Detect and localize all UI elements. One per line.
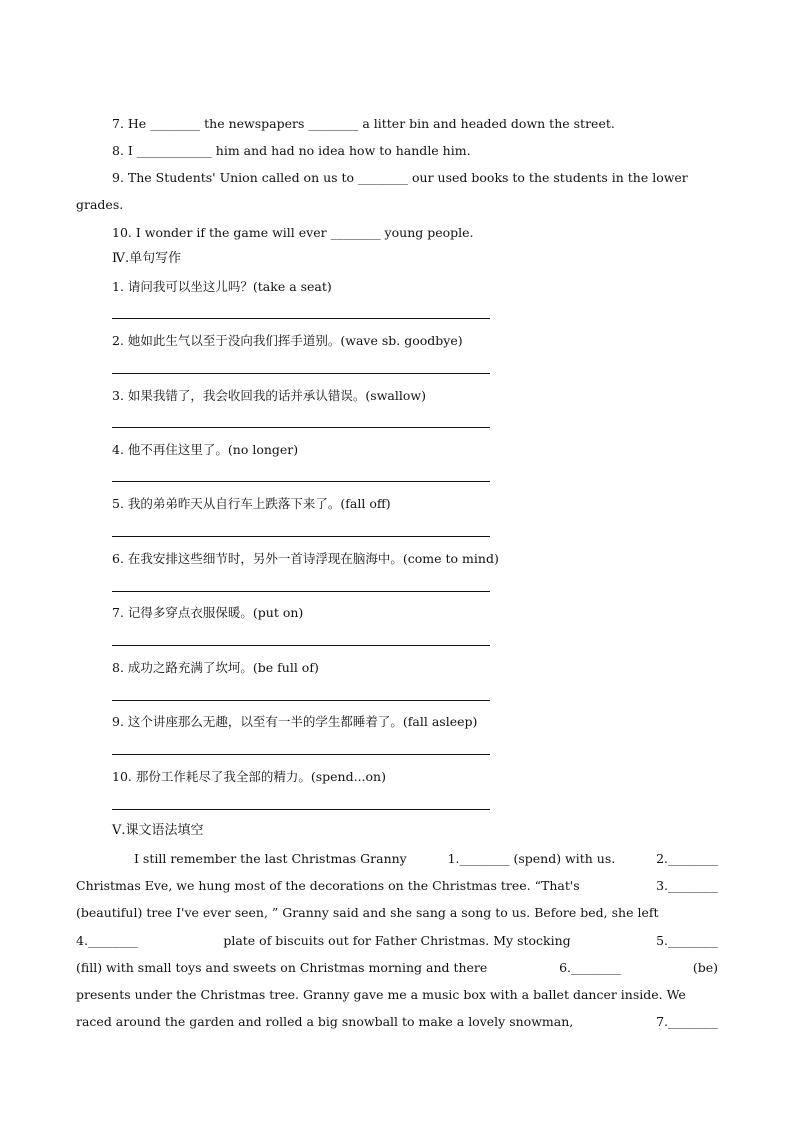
cloze-line-7 — [76, 1014, 718, 1030]
answer-line-6 — [112, 591, 490, 592]
answer-line-2 — [112, 373, 490, 374]
cloze-line-4 — [76, 933, 718, 949]
sentence-writing-item-6: 6. 在我安排这些细节时，另外一首诗浮现在脑海中。(come to mind) — [112, 551, 499, 566]
answer-line-7 — [112, 645, 490, 646]
answer-line-8 — [112, 700, 490, 701]
sentence-writing-item-5: 5. 我的弟弟昨天从自行车上跌落下来了。(fall off) — [112, 496, 391, 511]
cloze-line-3 — [76, 905, 718, 921]
sentence-writing-item-9: 9. 这个讲座那么无趣，以至有一半的学生都睡着了。(fall asleep) — [112, 714, 478, 729]
cloze-blank-3: 3.________ — [656, 878, 718, 893]
cloze-text: (beautiful) tree I've ever seen, ” Granny said and she sang a song to us. Before bed, she left — [76, 905, 659, 920]
cloze-text: plate of biscuits out for Father Christmas. My stocking — [223, 933, 571, 948]
sentence-writing-item-8: 8. 成功之路充满了坎坷。(be full of) — [112, 660, 319, 675]
sentence-writing-item-3: 3. 如果我错了，我会收回我的话并承认错误。(swallow) — [112, 388, 426, 403]
cloze-blank-6: 6.________ — [559, 960, 622, 975]
answer-line-3 — [112, 427, 490, 428]
cloze-line-5 — [76, 960, 718, 976]
cloze-line-2 — [76, 878, 718, 894]
completion-question-9: 9. The Students' Union called on us to ________ our used books to the students in the lower — [112, 170, 688, 185]
sentence-writing-item-4: 4. 他不再住这里了。(no longer) — [112, 442, 299, 457]
completion-question-9-continued: grades. — [76, 197, 124, 212]
cloze-text: (fill) with small toys and sweets on Christmas morning and there — [76, 960, 488, 975]
cloze-blank-1: 1.________ (spend) with us. — [447, 851, 616, 866]
cloze-text: I still remember the last Christmas Granny — [134, 851, 407, 866]
sentence-writing-item-10: 10. 那份工作耗尽了我全部的精力。(spend...on) — [112, 769, 386, 784]
cloze-text: presents under the Christmas tree. Granny gave me a music box with a ballet dancer inside. We — [76, 987, 686, 1002]
completion-question-10: 10. I wonder if the game will ever ________ young people. — [112, 225, 474, 240]
sentence-writing-item-2: 2. 她如此生气以至于没向我们挥手道别。(wave sb. goodbye) — [112, 333, 463, 348]
sentence-writing-item-7: 7. 记得多穿点衣服保暖。(put on) — [112, 605, 304, 620]
answer-line-1 — [112, 318, 490, 319]
cloze-blank-2: 2.________ — [656, 851, 718, 866]
cloze-blank-5: 5.________ — [656, 933, 718, 948]
cloze-blank-4: 4.________ — [76, 933, 138, 948]
answer-line-10 — [112, 809, 490, 810]
cloze-blank-7: 7.________ — [656, 1014, 718, 1029]
answer-line-4 — [112, 481, 490, 482]
cloze-text: raced around the garden and rolled a big snowball to make a lovely snowman, — [76, 1014, 574, 1029]
section-5-title: Ⅴ.课文语法填空 — [112, 823, 204, 838]
cloze-line-6 — [76, 987, 718, 1003]
section-4-title: Ⅳ.单句写作 — [112, 251, 182, 266]
sentence-writing-item-1: 1. 请问我可以坐这儿吗？(take a seat) — [112, 279, 332, 294]
cloze-line-1 — [134, 851, 718, 867]
answer-line-5 — [112, 536, 490, 537]
cloze-text: Christmas Eve, we hung most of the decorations on the Christmas tree. “That's — [76, 878, 580, 893]
completion-question-7: 7. He ________ the newspapers ________ a litter bin and headed down the street. — [112, 116, 615, 131]
cloze-text: (be) — [692, 960, 718, 975]
answer-line-9 — [112, 754, 490, 755]
completion-question-8: 8. I ____________ him and had no idea how to handle him. — [112, 143, 471, 158]
